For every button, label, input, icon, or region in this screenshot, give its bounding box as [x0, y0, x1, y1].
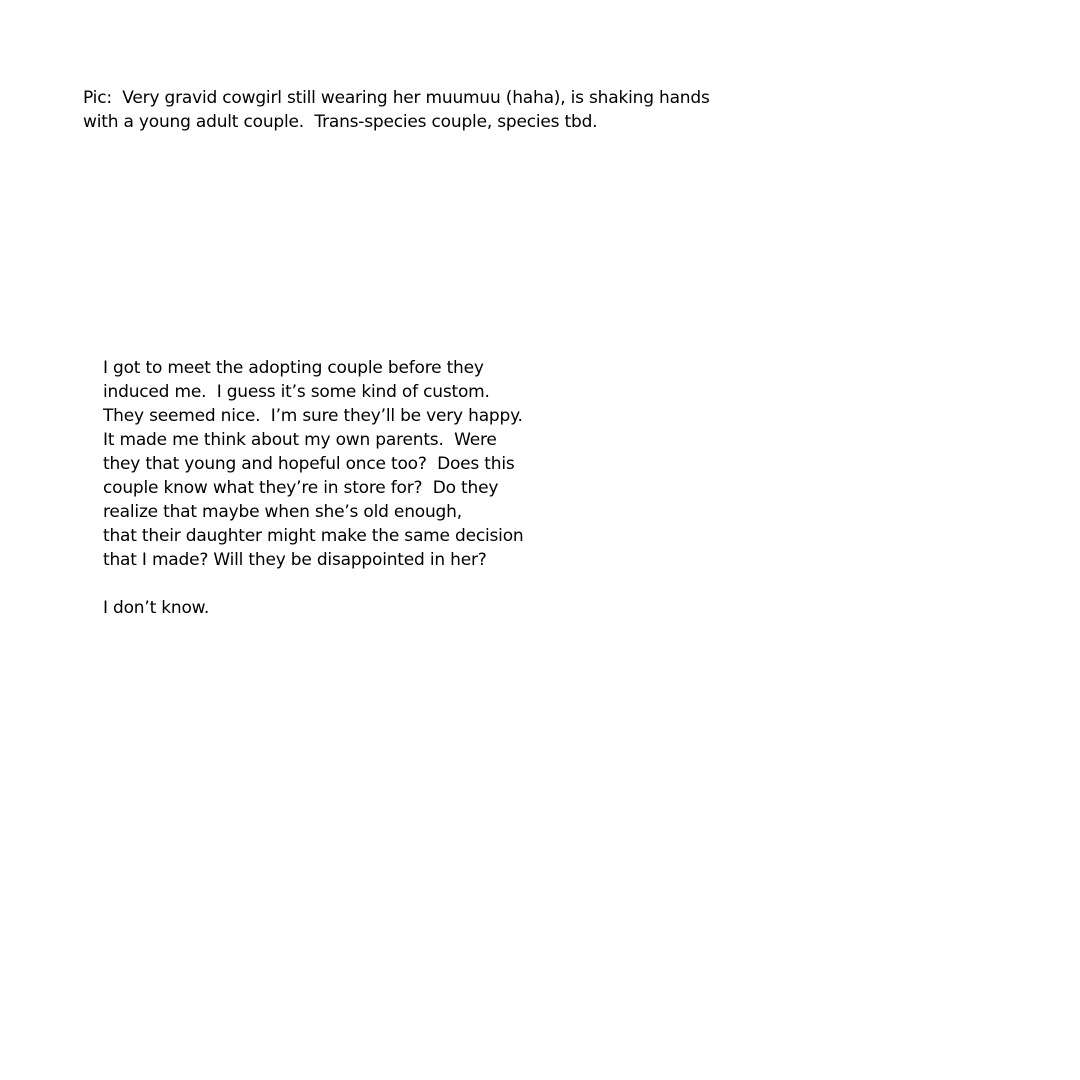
- narration-line: that I made? Will they be disappointed in her?: [103, 550, 487, 570]
- narration-line: couple know what they’re in store for? Do they: [103, 478, 499, 498]
- narration-line: I got to meet the adopting couple before they: [103, 358, 484, 378]
- picture-note-line: Pic: Very gravid cowgirl still wearing her muumuu (haha), is shaking hands: [83, 88, 710, 108]
- narration-line: I don’t know.: [103, 598, 210, 618]
- narration-line: induced me. I guess it’s some kind of custom.: [103, 382, 490, 402]
- narration-text: [103, 356, 623, 620]
- narration-line: They seemed nice. I’m sure they’ll be very happy.: [103, 406, 523, 426]
- narration-line: It made me think about my own parents. Were: [103, 430, 497, 450]
- narration-blank-line: [103, 572, 623, 596]
- narration-line: that their daughter might make the same decision: [103, 526, 524, 546]
- narration-line: realize that maybe when she’s old enough,: [103, 502, 462, 522]
- picture-note: [83, 86, 783, 134]
- picture-note-line: with a young adult couple. Trans-species couple, species tbd.: [83, 112, 598, 132]
- narration-line: they that young and hopeful once too? Does this: [103, 454, 515, 474]
